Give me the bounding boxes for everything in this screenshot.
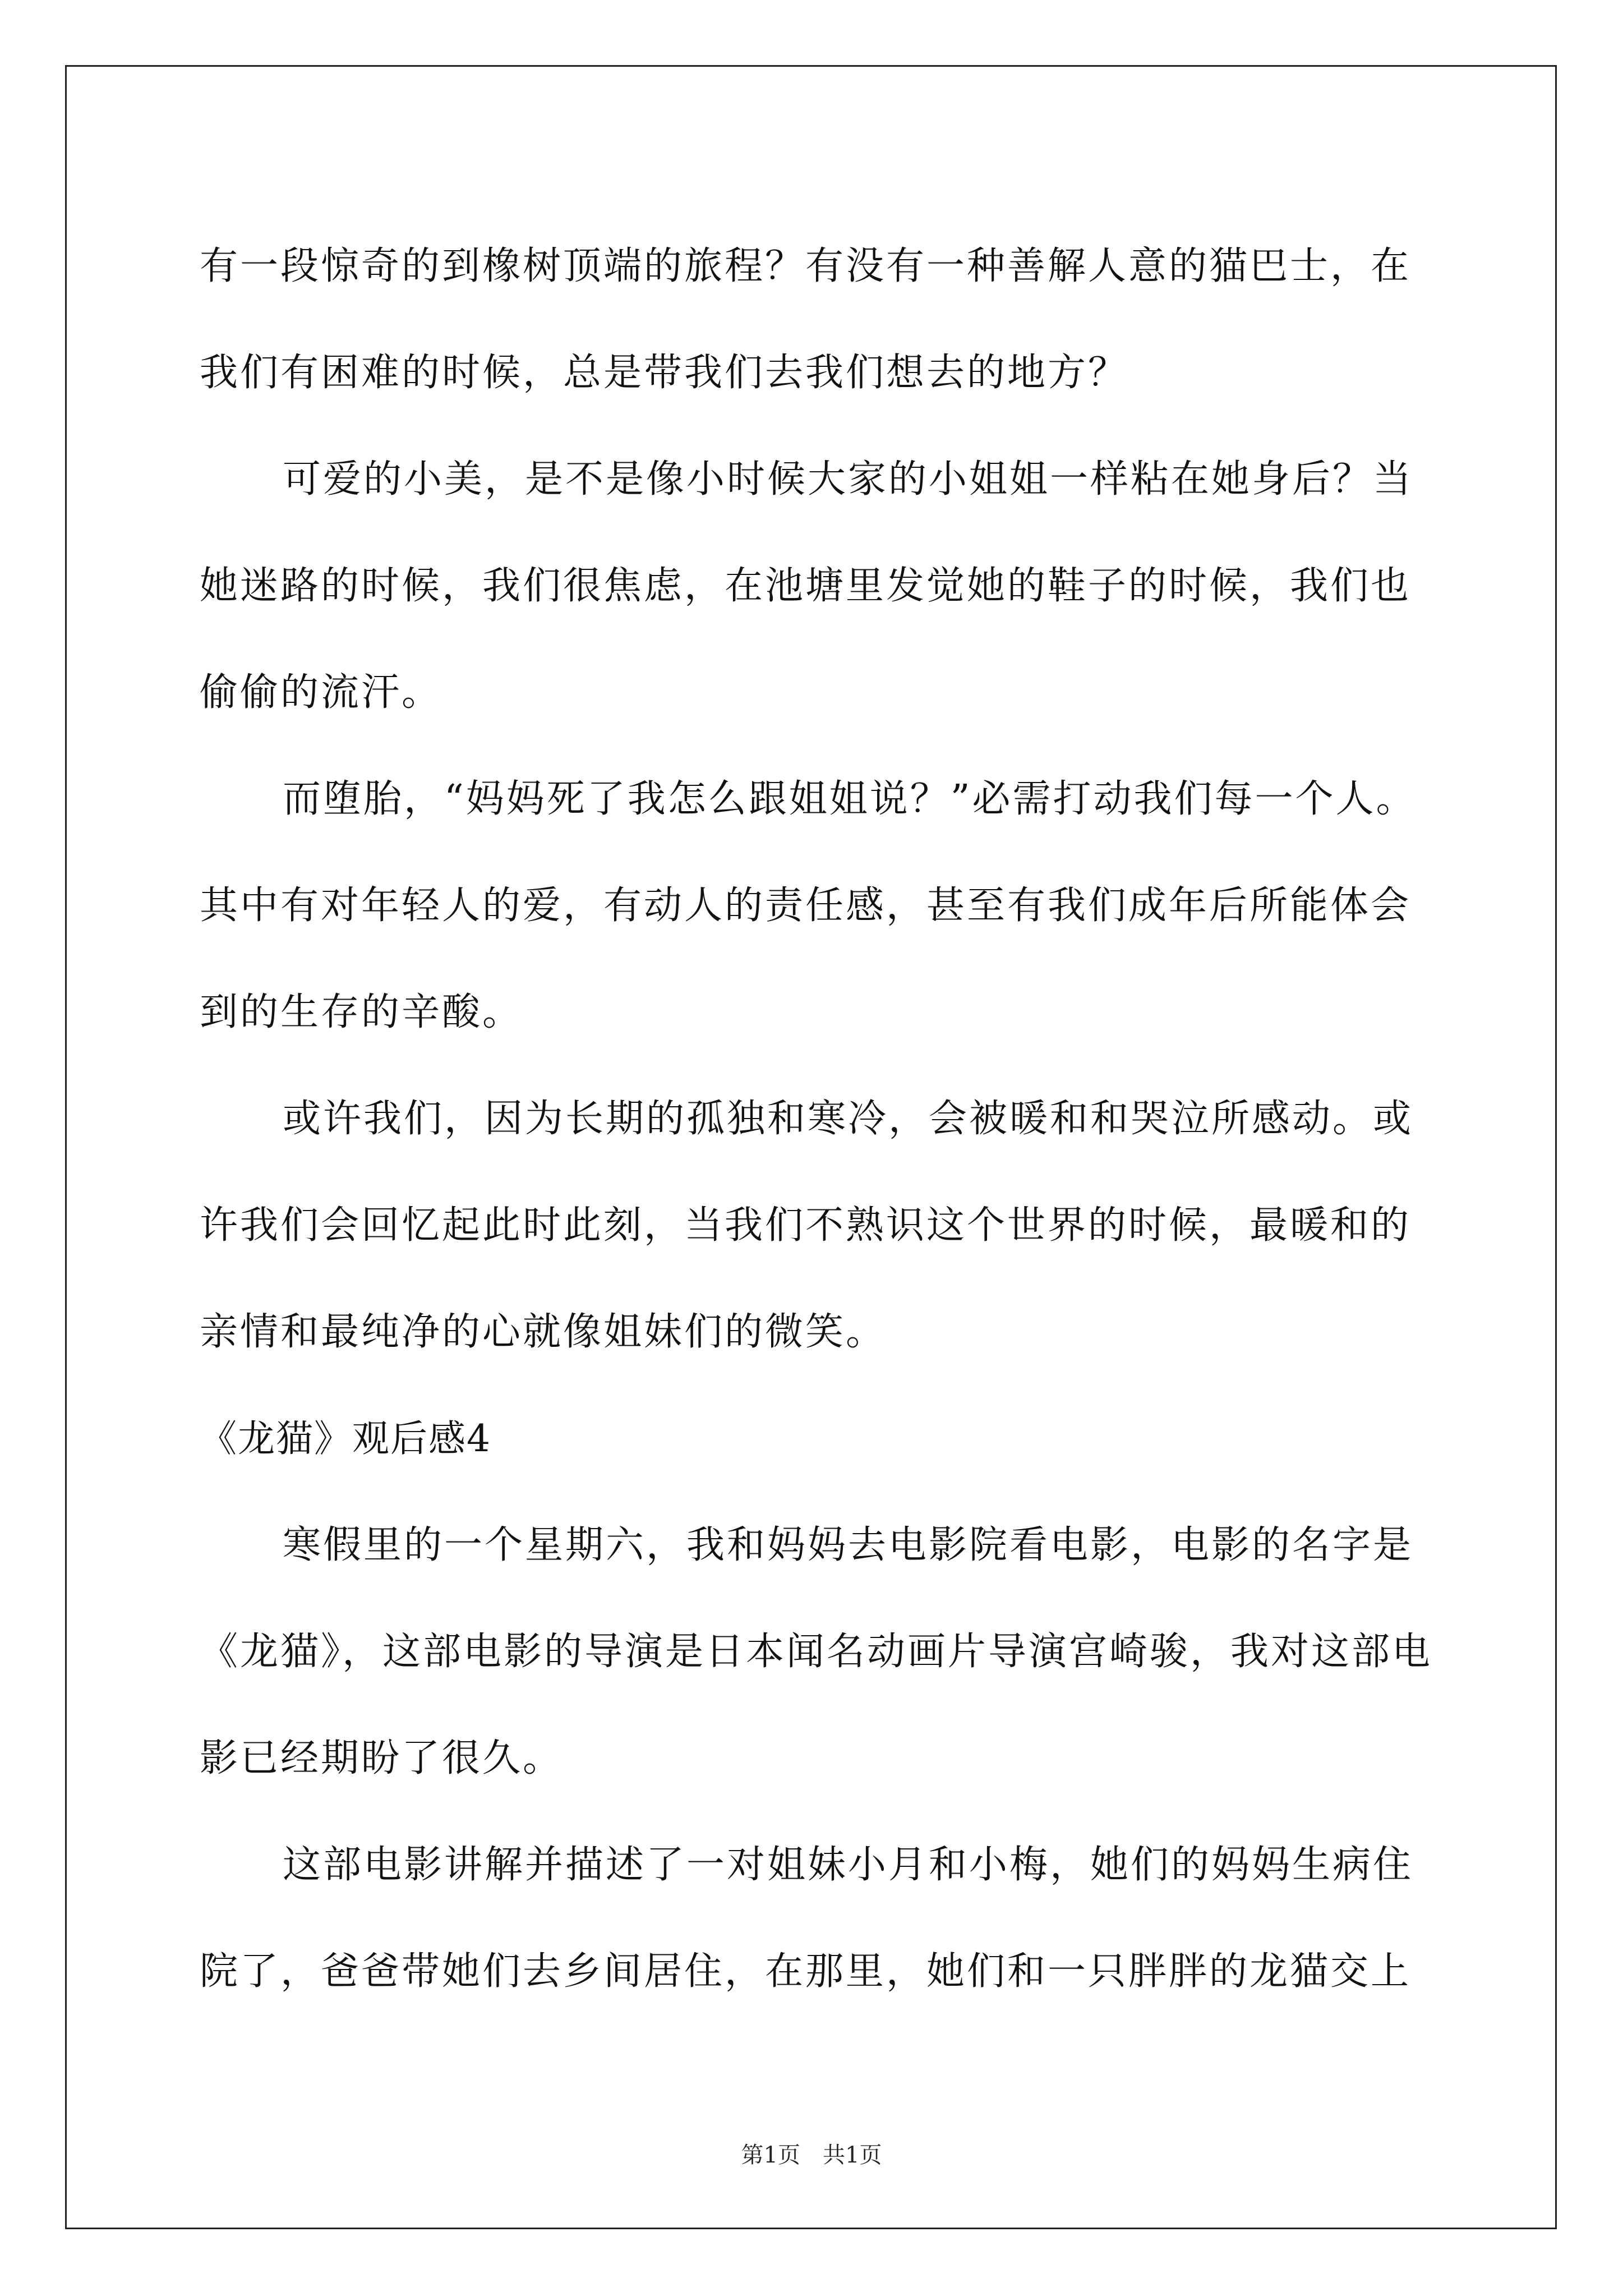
page-footer: 第1页 共1页 (741, 2142, 882, 2168)
document-body (200, 213, 1433, 2025)
paragraph-3: 而堕胎，“妈妈死了我怎么跟姐姐说？”必需打动我们每一个人。其中有对年轻人的爱，有动人的责任感，甚至有我们成年后所能体会到的生存的辛酸。 (200, 777, 1417, 1034)
paragraph-6: 这部电影讲解并描述了一对姐妹小月和小梅，她们的妈妈生病住院了，爸爸带她们去乡间居住，在那里，她们和一只胖胖的龙猫交上 (200, 1843, 1414, 1994)
section-heading: 《龙猫》观后感4 (200, 1417, 491, 1460)
paragraph-5: 寒假里的一个星期六，我和妈妈去电影院看电影，电影的名字是《龙猫》，这部电影的导演是日本闻名动画片导演宫崎骏，我对这部电影已经期盼了很久。 (200, 1523, 1433, 1780)
paragraph-2: 可爱的小美，是不是像小时候大家的小姐姐一样粘在她身后？当她迷路的时候，我们很焦虑，在池塘里发觉她的鞋子的时候，我们也偷偷的流汗。 (200, 457, 1414, 715)
paragraph-1: 有一段惊奇的到橡树顶端的旅程？有没有一种善解人意的猫巴士，在我们有困难的时候，总是带我们去我们想去的地方？ (200, 244, 1412, 395)
paragraph-4: 或许我们，因为长期的孤独和寒冷，会被暖和和哭泣所感动。或许我们会回忆起此时此刻，当我们不熟识这个世界的时候，最暖和的亲情和最纯净的心就像姐妹们的微笑。 (200, 1097, 1414, 1354)
